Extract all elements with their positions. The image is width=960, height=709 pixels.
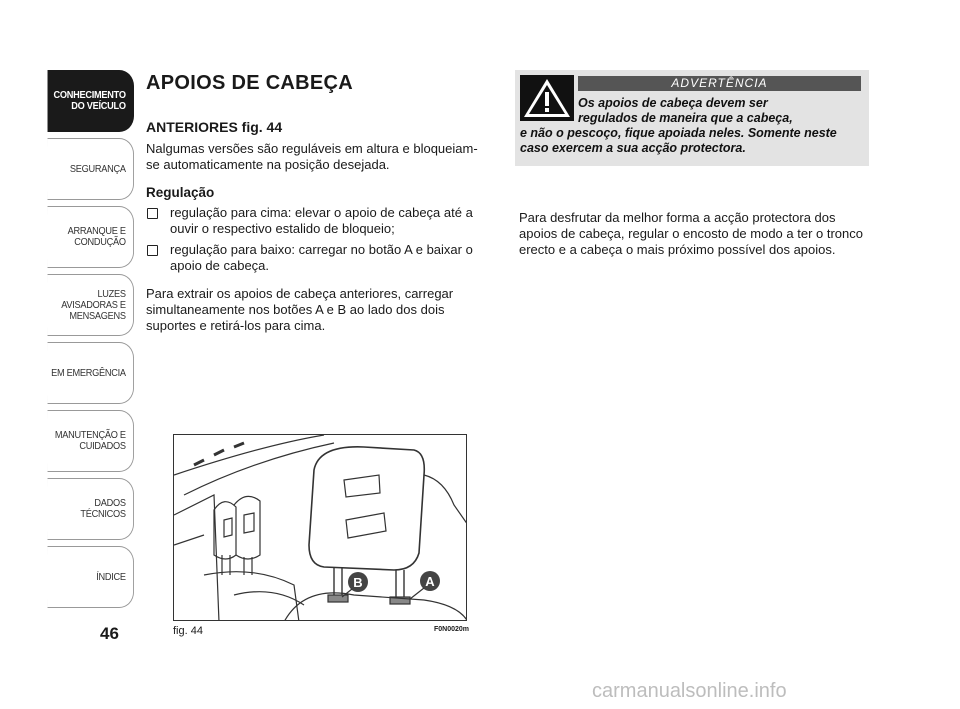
page-number: 46: [100, 624, 119, 643]
tab-seguranca[interactable]: [48, 138, 134, 200]
main-column: [146, 72, 491, 346]
regulation-heading: Regulação: [146, 185, 215, 200]
warning-line-1: Os apoios de cabeça devem ser: [578, 96, 768, 110]
tab-em-emergencia[interactable]: [48, 342, 134, 404]
tab-label: DADOS TÉCNICOS: [80, 498, 126, 520]
tab-indice[interactable]: [48, 546, 134, 608]
checkbox-bullet-icon: [147, 245, 158, 256]
tab-dados-tecnicos[interactable]: [48, 478, 134, 540]
figure-caption: fig. 44: [173, 625, 203, 637]
tab-label: CONHECIMENTO DO VEÍCULO: [53, 90, 126, 112]
list-item: [146, 205, 491, 237]
watermark: carmanualsonline.info: [592, 680, 787, 702]
list-item: [146, 242, 491, 274]
tab-label: ÍNDICE: [96, 571, 126, 583]
tab-label: EM EMERGÊNCIA: [51, 367, 126, 379]
tab-conhecimento-do-veiculo[interactable]: [48, 70, 134, 132]
bullet-text: regulação para baixo: carregar no botão A e baixar o apoio de cabeça.: [170, 242, 473, 273]
tab-label: MANUTENÇÃO E CUIDADOS: [54, 430, 126, 452]
warning-line-2: regulados de maneira que a cabeça,: [578, 111, 793, 125]
right-paragraph: Para desfrutar da melhor forma a acção protectora dos apoios de cabeça, regular o encosto de modo a ter o tronco erecto e a cabeça o mais próximo possível dos apoios.: [519, 210, 863, 257]
label-a: A: [425, 574, 435, 589]
tab-arranque-e-conducao[interactable]: [48, 206, 134, 268]
headrest-illustration: [173, 434, 467, 621]
bullet-text: regulação para cima: elevar o apoio de cabeça até a ouvir o respectivo estalido de bloqueio;: [170, 205, 473, 236]
figure-code: F0N0020m: [434, 626, 470, 633]
tab-label: LUZES AVISADORAS E MENSAGENS: [61, 288, 126, 322]
section-subtitle: ANTERIORES fig. 44: [146, 119, 283, 135]
warning-box: [515, 70, 869, 166]
tab-luzes-avisadoras[interactable]: [48, 274, 134, 336]
intro-paragraph: Nalgumas versões são reguláveis em altura e bloqueiam-se automaticamente na posição desejada.: [146, 141, 478, 172]
label-b: B: [353, 575, 363, 590]
page-title: APOIOS DE CABEÇA: [146, 72, 354, 94]
extract-paragraph: Para extrair os apoios de cabeça anteriores, carregar simultaneamente nos botões A e B ao lado dos dois suportes e retirá-los para cima.: [146, 286, 454, 333]
tab-manutencao[interactable]: [48, 410, 134, 472]
warning-rest: e não o pescoço, fique apoiada neles. Somente neste caso exercem a sua acção protectora.: [520, 126, 837, 155]
tab-label: ARRANQUE E CONDUÇÃO: [67, 226, 126, 248]
tab-label: SEGURANÇA: [69, 163, 126, 175]
warning-text: [520, 96, 865, 156]
checkbox-bullet-icon: [147, 208, 158, 219]
chapter-tabs: [40, 70, 134, 614]
warning-header: ADVERTÊNCIA: [578, 76, 861, 91]
